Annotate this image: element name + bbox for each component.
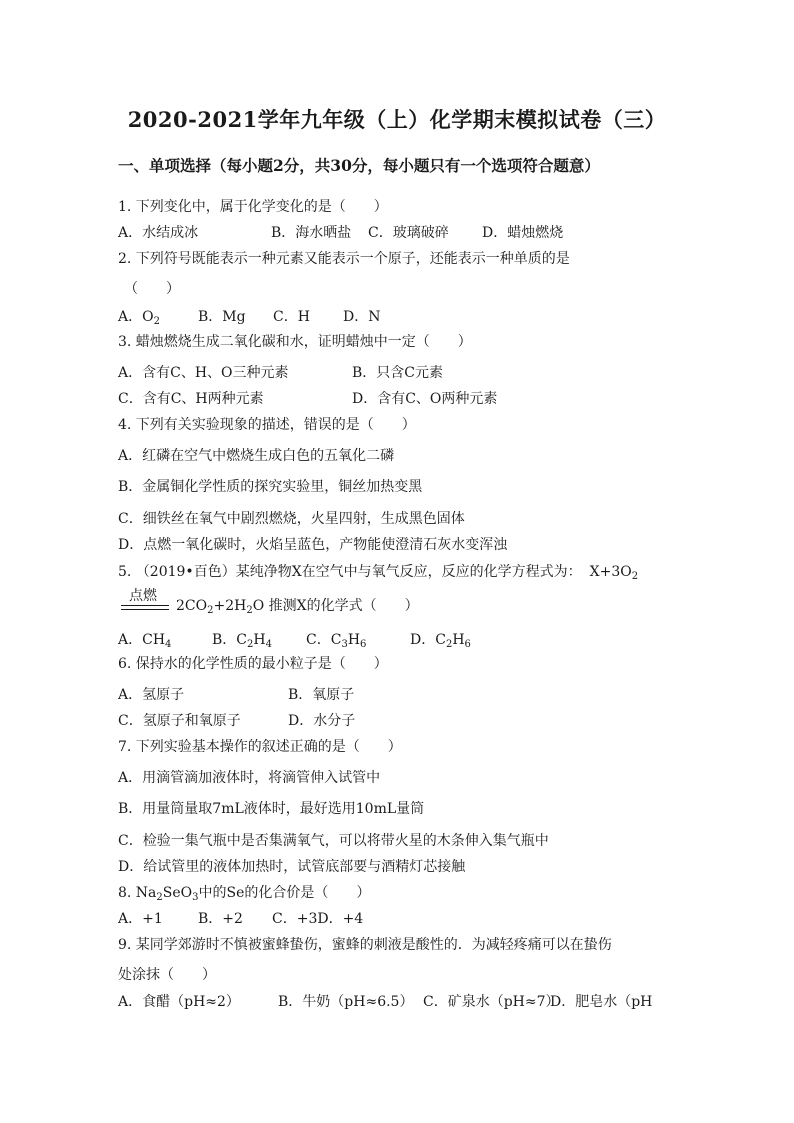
option-c: C．含有C、H两种元素 [118,391,264,407]
question-3-stem: 3. 蜡烛燃烧生成二氧化碳和水，证明蜡烛中一定（ ） [118,334,472,350]
option-b: B．氧原子 [288,687,355,703]
question-9-options [118,995,652,1009]
option-d: D．N [343,309,381,325]
option-b: B．+2 [198,911,243,927]
option-d: D．$C_2H_6$ [410,632,471,650]
question-4-option-a: A．红磷在空气中燃烧生成白色的五氧化二磷 [118,448,395,464]
reaction-condition [121,585,169,619]
question-2-options [118,309,381,327]
option-a: A．食醋（pH≈2） [118,994,240,1010]
option-c: C．玻璃破碎 [368,225,449,241]
question-9-stem-cont: 处涂抹（ ） [118,967,216,983]
question-8-stem: 8. $Na_2SeO_3$中的Se的化合价是（ ） [118,885,371,903]
option-a: A．含有C、H、O三种元素 [118,365,289,381]
question-6-stem: 6. 保持水的化学性质的最小粒子是（ ） [118,656,388,672]
question-4-option-b: B．金属铜化学性质的探究实验里，铜丝加热变黑 [118,479,423,495]
equals-bar-bottom [121,609,169,610]
option-a: A．氢原子 [118,687,185,703]
option-a: A．$CH_4$ [118,632,172,650]
question-4-option-c: C．细铁丝在氧气中剧烈燃烧，火星四射，生成黑色固体 [118,511,465,527]
question-2-stem: 2. 下列符号既能表示一种元素又能表示一个原子，还能表示一种单质的是 [118,251,570,267]
question-5-options [118,632,471,650]
question-5-products: $2CO_2+2H_2O$ 推测X的化学式（ ） [176,598,419,616]
option-c: C．矿泉水（pH≈7） [423,994,560,1010]
question-3-options-cd [118,392,497,406]
question-8-options [118,912,363,926]
question-7-option-c: C．检验一集气瓶中是否集满氧气，可以将带火星的木条伸入集气瓶中 [118,833,549,849]
option-c: C．H [273,309,310,325]
condition-label: 点燃 [129,588,157,604]
option-a: A．+1 [118,911,163,927]
option-cd: C．+3D．+4 [272,911,364,927]
question-3-options-ab [118,366,443,380]
option-d: D．肥皂水（pH [550,994,653,1010]
option-d: D．蜡烛燃烧 [482,225,564,241]
option-b: B．$C_2H_4$ [212,632,272,650]
question-7-stem: 7. 下列实验基本操作的叙述正确的是（ ） [118,739,402,755]
option-b: B．海水晒盐 [271,225,352,241]
question-7-option-d: D．给试管里的液体加热时，试管底部要与酒精灯芯接触 [118,859,466,875]
question-7-option-a: A．用滴管滴加液体时，将滴管伸入试管中 [118,770,381,786]
option-b: B．Mg [198,309,246,325]
option-c: C．氢原子和氧原子 [118,713,241,729]
question-5-stem: 5. （2019•百色）某纯净物X在空气中与氧气反应，反应的化学方程式为： $X+3O_2$ [118,564,639,582]
question-4-stem: 4. 下列有关实验现象的描述，错误的是（ ） [118,417,416,433]
option-d: D．含有C、O两种元素 [352,391,498,407]
option-d: D．水分子 [288,713,356,729]
question-2-paren: （ ） [124,281,180,297]
option-b: B．牛奶（pH≈6.5） [278,994,414,1010]
section-heading: 一、单项选择（每小题2分，共30分，每小题只有一个选项符合题意） [118,156,600,175]
question-1-options [118,226,563,240]
option-c: C．$C_3H_6$ [306,632,367,650]
question-4-option-d: D．点燃一氧化碳时，火焰呈蓝色，产物能使澄清石灰水变浑浊 [118,537,508,553]
question-9-stem: 9. 某同学郊游时不慎被蜜蜂蛰伤，蜜蜂的刺液是酸性的．为减轻疼痛可以在蛰伤 [118,937,612,953]
option-a: A．$O_2$ [118,309,160,327]
question-6-options-ab [118,688,354,702]
question-6-options-cd [118,714,355,728]
option-b: B．只含C元素 [352,365,443,381]
equals-bar-top [121,605,169,606]
question-1-stem: 1. 下列变化中，属于化学变化的是（ ） [118,199,388,215]
question-7-option-b: B．用量筒量取7mL液体时，最好选用10mL量筒 [118,801,425,817]
page-title: 2020-2021学年九年级（上）化学期末模拟试卷（三） [127,107,667,132]
option-a: A．水结成冰 [118,225,199,241]
